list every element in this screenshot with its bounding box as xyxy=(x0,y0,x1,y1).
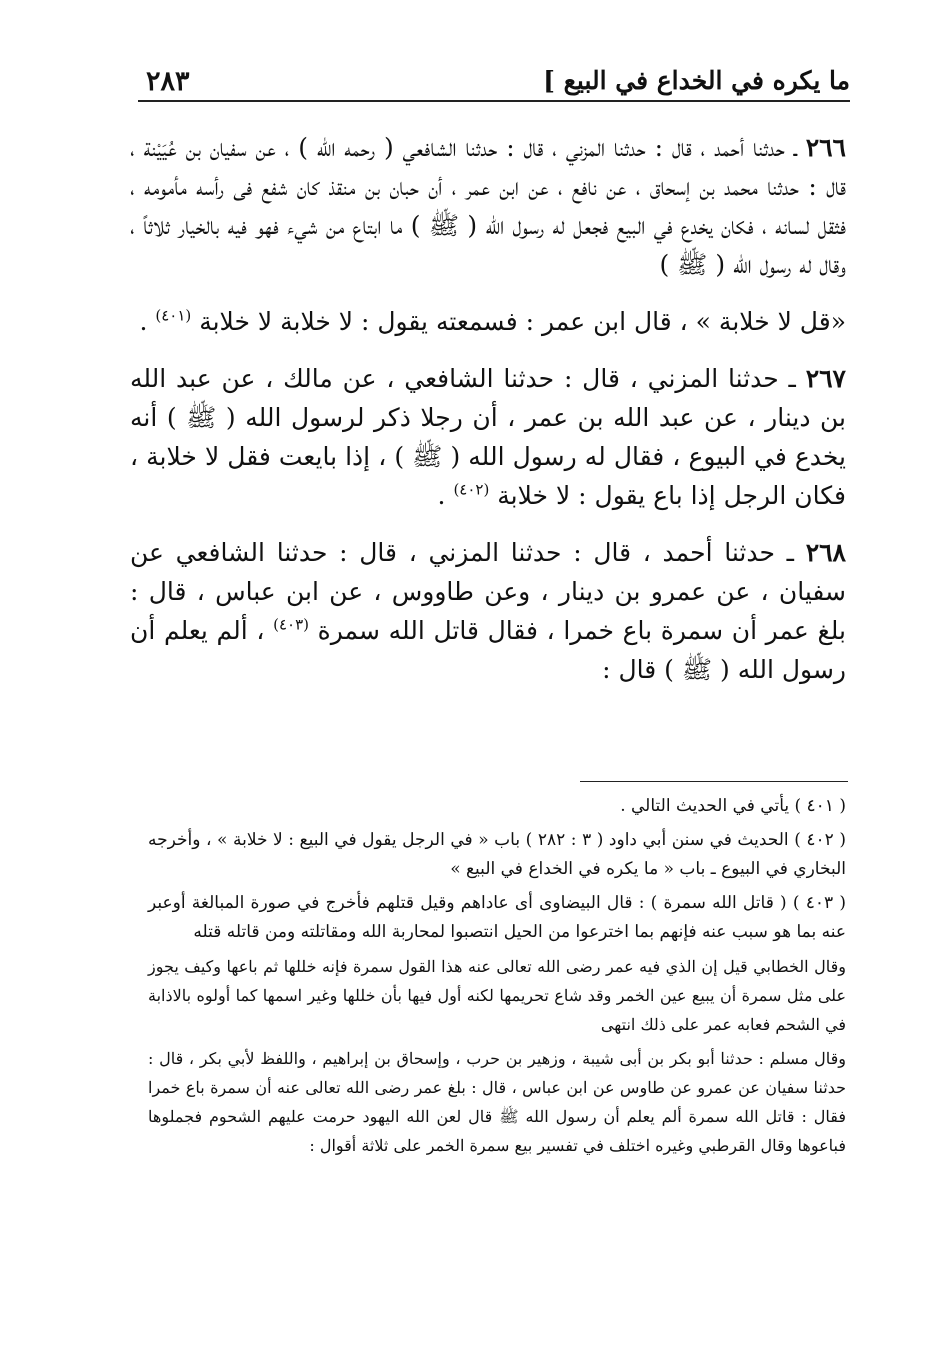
hadith-paragraph xyxy=(130,533,846,689)
hadith-paragraph xyxy=(130,128,846,284)
paragraph-text-end: ، ألم يعلم أن رسول الله ( ﷺ ) قال : xyxy=(130,616,846,684)
footnote-commentary: وقال الخطابي قيل إن الذي فيه عمر رضى الله تعالى عنه هذا القول سمرة فإنه خللها ثم باعها وكيف يجوز على مثل سمرة أن يبيع عين الخمر وقد شاع تحريمها لكنه أول فيها بأن خللها وغير اسمها كما أولوه بالاذابة في الشحم فعابه عمر على ذلك انتهى xyxy=(148,957,847,1034)
hadith-paragraph xyxy=(130,302,846,341)
main-text xyxy=(130,128,846,707)
footnote-ref: (٤٠٢) xyxy=(453,480,490,499)
hadith-number: ٢٦٨ xyxy=(805,538,846,567)
footnote: ( ٤٠١ ) يأتي في الحديث التالي . xyxy=(620,796,846,816)
hadith-paragraph xyxy=(130,359,846,515)
paragraph-text-end: . xyxy=(139,307,156,336)
footnote: ( ٤٠٢ ) الحديث في سنن أبي داود ( ٣ : ٢٨٢ ) باب « في الرجل يقول في البيع : لا خلابة » ، وأخرجه البخاري في البيوع ـ باب « ما يكره في الخداع في البيع » xyxy=(148,830,846,879)
paragraph-text: ـ حدثنا أحمد ، قال : حدثنا المزني ، قال : حدثنا الشافعي عن سفيان ، عن عمرو بن دينار ، وعن طاووس ، عن ابن عباس ، قال : بلغ عمر أن سمرة باع خمرا ، فقال قاتل الله سمرة xyxy=(130,538,847,645)
hadith-number: ٢٦٧ xyxy=(805,364,846,393)
hadith-number: ٢٦٦ xyxy=(805,133,846,162)
footnotes xyxy=(148,792,846,1165)
paragraph-text-end: . xyxy=(437,481,454,510)
paragraph-text: ـ حدثنا أحمد ، قال : حدثنا المزني ، قال : حدثنا الشافعي ( رحمه الله ) ، عن سفيان بن عُيَيْنة ، قال : حدثنا محمد بن إسحاق ، عن نافع ، عن ابن عمر ، أن حبان بن منقذ كان شفع فى رأسه مأمومه ، فثقل لسانه ، فكان يخدع في البيع فجعل له رسول الله ( ﷺ ) ما ابتاع من شيء فهو فيه بالخيار ثلاثاً ، وقال له رسول الله ( ﷺ ) xyxy=(130,133,846,279)
chapter-title: ما يكره في الخداع في البيع ] xyxy=(543,66,850,95)
paragraph-text: «قل لا خلابة » ، قال ابن عمر : فسمعته يقول : لا خلابة لا خلابة xyxy=(191,307,846,336)
footnote-commentary: وقال مسلم : حدثنا أبو بكر بن أبى شيبة ، وزهير بن حرب ، وإسحاق بن إبراهيم ، واللفظ لأبي بكر ، قال : حدثنا سفيان عن عمرو عن طاوس عن ابن عباس ، قال : بلغ عمر رضى الله تعالى عنه أن سمرة باع خمرا فقال : قاتل الله سمرة ألم يعلم أن رسول الله ﷺ قال لعن الله اليهود حرمت عليهم الشحوم فجملوها فباعوها وقال القرطبي وغيره اختلف في تفسير بيع سمرة الخمر على ثلاثة أقوال : xyxy=(148,1049,846,1155)
page-number: ٢٨٣ xyxy=(146,66,190,97)
footnote: ( ٤٠٣ ) ( قاتل الله سمرة ) : قال البيضاوى أى عاداهم وقيل قتلهم فأخرج في صورة المبالغة أوعبر عنه بما هو سبب عنه فإنهم بما اخترعوا من الحيل انتصبوا لمحاربة الله ومقاتلته ومن قاتله قتله xyxy=(148,893,846,942)
page-header xyxy=(138,52,850,102)
footnote-divider xyxy=(580,781,848,782)
paragraph-text: ـ حدثنا المزني ، قال : حدثنا الشافعي ، عن مالك ، عن عبد الله بن دينار ، عن عبد الله بن عمر ، أن رجلا ذكر لرسول الله ( ﷺ ) أنه يخدع في البيوع ، فقال له رسول الله ( ﷺ ) ، إذا بايعت فقل لا خلابة ، فكان الرجل إذا باع يقول : لا خلابة xyxy=(130,364,846,510)
footnote-ref: (٤٠٣) xyxy=(273,615,309,634)
footnote-ref: (٤٠١) xyxy=(155,306,192,325)
